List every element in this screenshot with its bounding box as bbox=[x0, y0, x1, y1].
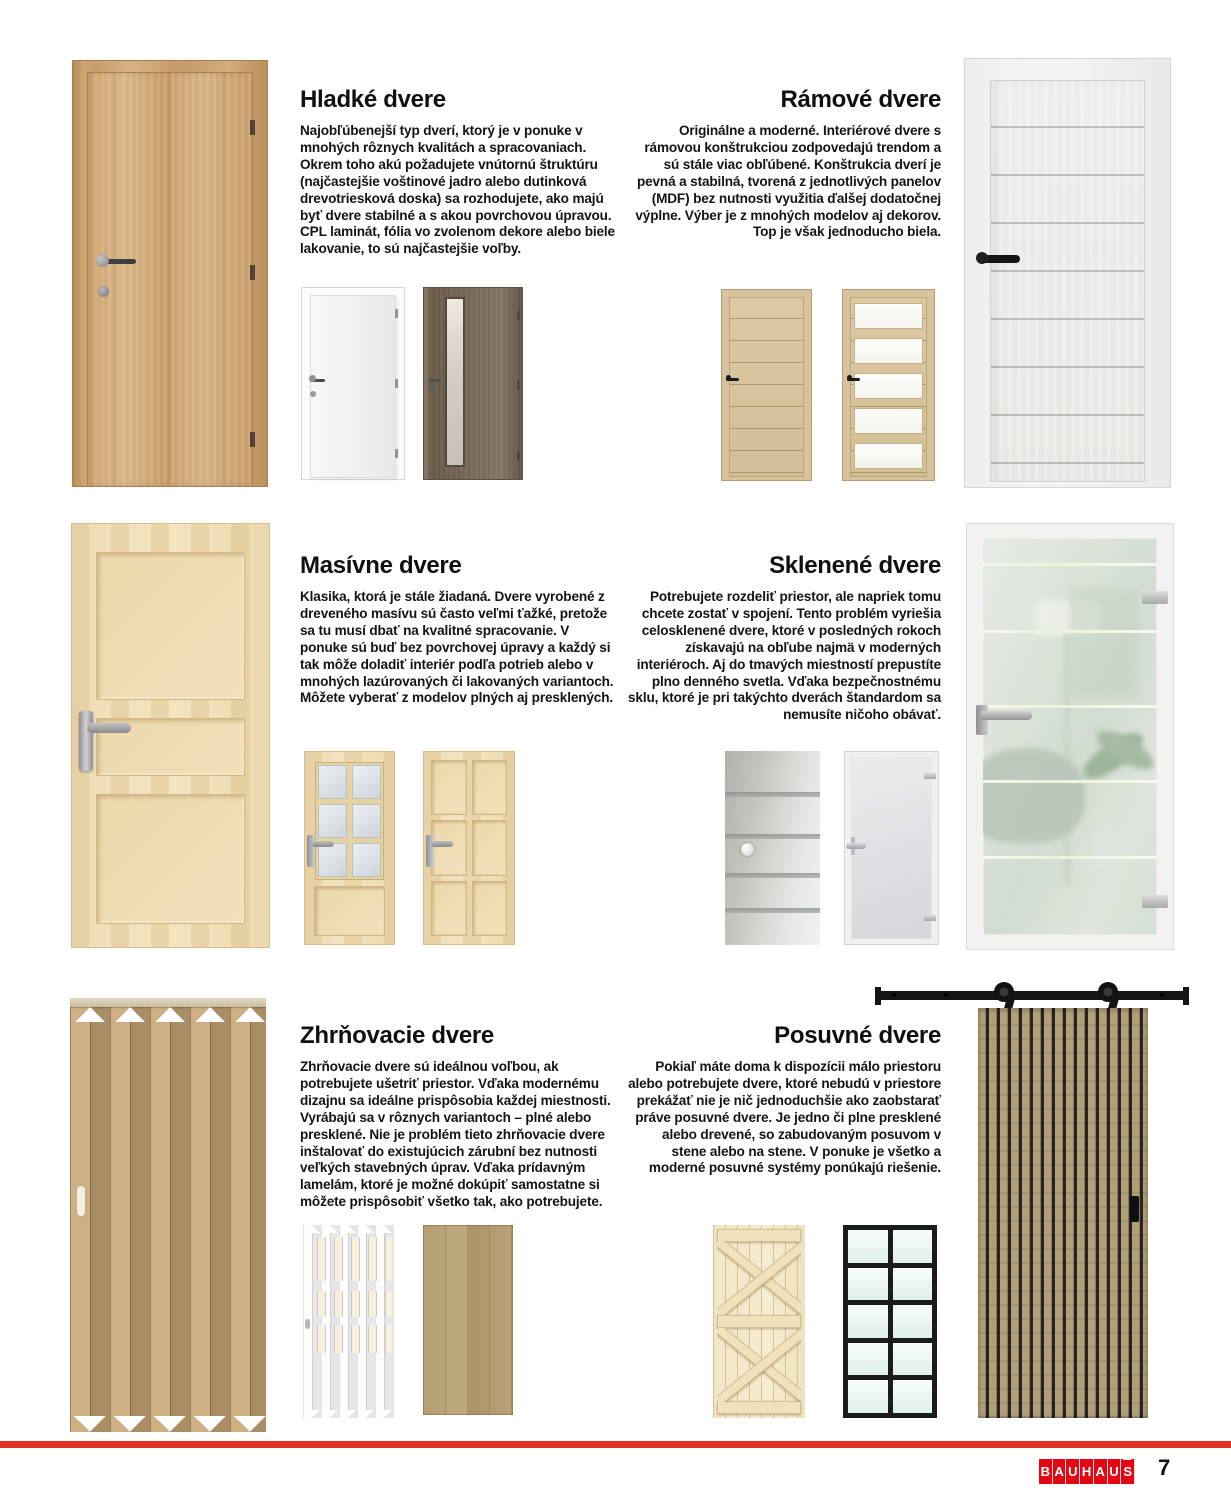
section-title-sklenene: Sklenené dvere bbox=[769, 552, 941, 579]
door-handle bbox=[980, 711, 1032, 720]
door-hinge bbox=[517, 451, 520, 460]
door-panel bbox=[97, 553, 244, 699]
thumb-door-beige bbox=[721, 289, 812, 481]
handle-plate bbox=[79, 711, 93, 771]
door-panel bbox=[315, 887, 384, 935]
glass-stripe bbox=[725, 908, 820, 913]
window-row bbox=[317, 1325, 392, 1353]
footer-red-bar bbox=[0, 1441, 1231, 1448]
chair-silhouette bbox=[983, 748, 1085, 843]
door-handle bbox=[87, 723, 131, 733]
door-photo-hladke-large bbox=[72, 60, 268, 487]
glass-pane bbox=[854, 443, 923, 469]
barn-rail bbox=[717, 1401, 801, 1414]
section-zhrnovacie bbox=[300, 1022, 630, 1211]
door-panel bbox=[432, 882, 466, 935]
handle-rosette bbox=[976, 252, 988, 264]
door-handle bbox=[305, 1319, 310, 1329]
glass-pane bbox=[854, 338, 923, 364]
thumb-door-steel-glass bbox=[843, 1225, 937, 1418]
door-leaf bbox=[310, 295, 396, 478]
handle-rosette bbox=[726, 375, 731, 380]
door-hinge bbox=[1142, 591, 1168, 604]
section-title-hladke: Hladké dvere bbox=[300, 86, 446, 113]
door-panel bbox=[473, 761, 507, 814]
door-handle bbox=[312, 841, 334, 847]
thumb-door-pine-paneled bbox=[423, 751, 515, 945]
rail-bolt bbox=[892, 993, 896, 997]
rail-end-cap bbox=[1183, 987, 1189, 1005]
door-leaf bbox=[729, 297, 804, 477]
thumb-door-barn bbox=[713, 1225, 805, 1418]
fold-notches bbox=[303, 1410, 398, 1418]
section-masivne bbox=[300, 552, 620, 707]
panel-grid bbox=[432, 761, 506, 935]
door-hinge bbox=[250, 432, 255, 447]
glass-stripe bbox=[725, 834, 820, 839]
keyhole bbox=[310, 391, 316, 397]
glass-leaf bbox=[983, 538, 1157, 935]
handle-plate bbox=[426, 835, 434, 867]
glass-pane bbox=[854, 303, 923, 329]
glass-pane bbox=[352, 843, 381, 877]
thumb-door-glass-framed bbox=[844, 751, 939, 945]
glass-pane bbox=[352, 765, 381, 799]
barn-rail bbox=[717, 1315, 801, 1328]
door-panel bbox=[473, 821, 507, 874]
glass-pane bbox=[318, 843, 347, 877]
logo-letter: U bbox=[1066, 1459, 1080, 1484]
window-row bbox=[317, 1291, 392, 1317]
door-hinge bbox=[250, 120, 255, 135]
logo-letter: A bbox=[1053, 1459, 1067, 1484]
bauhaus-logo bbox=[1039, 1459, 1135, 1484]
thumb-door-white bbox=[301, 287, 405, 480]
section-body-zhrnovacie: Zhrňovacie dvere sú ideálnou voľbou, ak potrebujete ušetriť priestor. Vďaka modernému dizajnu sa ideálne prispôsobia každej miestnosti. Vyrábajú sa v rôznych variantoch – plné alebo presklené. Nie je problém tieto zhrňovacie dvere inštalovať do existujúcich zárubní bez nutnosti veľkých stavebných úprav. Vďaka prídavným lamelám, ktoré je možné dokúpiť samostatne si môžete prispôsobiť všetko tak, ako potrebujete. bbox=[300, 1059, 611, 1210]
glass-grid bbox=[843, 1225, 937, 1418]
door-handle bbox=[431, 841, 453, 847]
thumb-door-glass-striped bbox=[725, 751, 820, 945]
door-panel bbox=[432, 821, 466, 874]
glass-stripe bbox=[725, 792, 820, 797]
section-body-masivne: Klasika, ktorá je stále žiadaná. Dvere vyrobené z dreveného masívu sú často veľmi ťažké, pretože sa tu musí dbať na kvalitné spracovanie. V ponuke sú buď bez povrchovej úpravy a každý si tak môže doladiť interiér podľa potrieb alebo v mnohých lazúrovaných či lakovaných variantoch. Môžete vyberať z modelov plných aj presklených. bbox=[300, 589, 614, 706]
glass-stripe bbox=[983, 856, 1157, 859]
thumb-door-beige-glazed bbox=[842, 289, 935, 481]
section-sklenene bbox=[627, 552, 941, 724]
glass-grid bbox=[315, 762, 384, 880]
door-leaf bbox=[990, 80, 1145, 482]
folding-track bbox=[70, 998, 266, 1007]
glass-pane bbox=[848, 1230, 888, 1263]
door-panel bbox=[97, 795, 244, 923]
section-body-ramove: Originálne a moderné. Interiérové dvere s rámovou konštrukciou zodpovedajú trendom a sú stále viac obľúbené. Konštrukcia dverí je pevná a stabilná, tvorená z jednotlivých panelov (MDF) bez nutnosti využitia ďalšej dodatočnej výplne. Výber je z mnohých modelov aj dekorov. Top je však jednoducho biela. bbox=[635, 123, 941, 240]
sliding-rail bbox=[878, 991, 1186, 1000]
fold-notches bbox=[303, 1225, 398, 1233]
thumb-door-folding-white bbox=[303, 1225, 398, 1418]
door-hinge bbox=[395, 309, 398, 318]
wall-silhouette bbox=[1069, 588, 1139, 698]
fold-notches bbox=[70, 1416, 266, 1432]
section-posuvne bbox=[627, 1022, 941, 1177]
window-row bbox=[317, 1237, 392, 1281]
section-body-sklenene: Potrebujete rozdeliť priestor, ale napriek tomu chcete zostať v spojení. Tento problém vyriešia celosklenené dvere, ktoré v posledných rokoch získavajú na obľube najmä v moderných interiéroch. Aj do tmavých miestností prepustíte plno denného svetla. Vďaka bezpečnostnému sklu, ktoré je pri takýchto dverách štandardom sa nemusíte ničoho obávať. bbox=[628, 589, 941, 723]
glass-pane bbox=[854, 373, 923, 399]
glass-pane bbox=[893, 1230, 933, 1263]
glass-pane bbox=[893, 1380, 933, 1413]
door-panel bbox=[473, 882, 507, 935]
door-handle bbox=[77, 1186, 85, 1216]
door-photo-posuvne-large bbox=[978, 1008, 1148, 1418]
glass-strip bbox=[447, 299, 463, 465]
door-hinge bbox=[517, 381, 520, 390]
thumb-door-dark-glass bbox=[423, 287, 523, 480]
door-photo-sklenene-large bbox=[966, 523, 1174, 950]
keyhole bbox=[98, 286, 109, 297]
page-number: 7 bbox=[1158, 1455, 1171, 1480]
logo-letter: U bbox=[1108, 1459, 1122, 1484]
thumb-door-folding-wood bbox=[423, 1225, 513, 1415]
section-body-posuvne: Pokiaľ máte doma k dispozícii málo priestoru alebo potrebujete dvere, ktoré nebudú v priestore prekážať nie je nič jednoduchšie ako zaobstarať práve posuvné dvere. Je jedno či plne presklené alebo drevené, so zabudovaným posuvom v stene alebo na stene. V ponuke je všetko a moderné posuvné systémy ponúkajú riešenie. bbox=[628, 1059, 941, 1176]
glass-stripe bbox=[983, 630, 1157, 633]
logo-letter: S bbox=[1121, 1459, 1135, 1484]
logo-letter: B bbox=[1039, 1459, 1053, 1484]
x-brace bbox=[717, 1241, 801, 1315]
section-title-masivne: Masívne dvere bbox=[300, 552, 462, 579]
rail-bolt bbox=[944, 993, 948, 997]
fold-notches bbox=[70, 1007, 266, 1022]
handle-plate bbox=[307, 835, 315, 867]
glass-stripe bbox=[983, 705, 1157, 708]
door-hinge bbox=[924, 773, 936, 779]
rail-bolt bbox=[1160, 993, 1164, 997]
door-hinge bbox=[250, 265, 255, 280]
door-photo-zhrnovacie-large bbox=[70, 998, 266, 1432]
glass-pane bbox=[318, 804, 347, 838]
door-hinge bbox=[1142, 895, 1168, 908]
thumb-door-pine-glazed bbox=[304, 751, 395, 945]
glass-stripe bbox=[725, 873, 820, 878]
vase-silhouette bbox=[1091, 828, 1117, 870]
door-handle bbox=[1130, 1196, 1139, 1222]
section-ramove bbox=[627, 86, 941, 241]
door-panel bbox=[432, 761, 466, 814]
door-hinge bbox=[395, 379, 398, 388]
glass-pane bbox=[893, 1305, 933, 1338]
handle-rosette bbox=[429, 385, 436, 392]
door-photo-ramove-large bbox=[964, 58, 1171, 488]
door-leaf bbox=[87, 72, 253, 487]
door-hinge bbox=[924, 915, 936, 921]
handle-rosette bbox=[96, 254, 109, 267]
rail-end-cap bbox=[875, 987, 881, 1005]
glass-pane bbox=[848, 1343, 888, 1376]
door-handle bbox=[846, 843, 866, 849]
handle-rosette bbox=[847, 375, 852, 380]
glass-panes bbox=[854, 303, 923, 469]
glass-stripe bbox=[983, 563, 1157, 566]
section-title-ramove: Rámové dvere bbox=[780, 86, 941, 113]
glass-pane bbox=[854, 408, 923, 434]
section-title-zhrnovacie: Zhrňovacie dvere bbox=[300, 1022, 494, 1049]
glass-pane bbox=[893, 1343, 933, 1376]
glass-stripe bbox=[983, 780, 1157, 783]
glass-pane bbox=[848, 1380, 888, 1413]
glass-pane bbox=[318, 765, 347, 799]
section-title-posuvne: Posuvné dvere bbox=[774, 1022, 941, 1049]
handle-rosette bbox=[309, 375, 316, 382]
glass-pane bbox=[352, 804, 381, 838]
door-knob bbox=[741, 843, 754, 856]
glass-pane bbox=[848, 1268, 888, 1301]
x-brace bbox=[717, 1328, 801, 1402]
door-photo-masivne-large bbox=[71, 523, 270, 948]
section-hladke bbox=[300, 86, 620, 258]
logo-letter: A bbox=[1094, 1459, 1108, 1484]
handle-plate bbox=[976, 705, 988, 735]
door-hinge bbox=[395, 449, 398, 458]
logo-letter: H bbox=[1080, 1459, 1094, 1484]
section-body-hladke: Najobľúbenejší typ dverí, ktorý je v ponuke v mnohých rôznych kvalitách a spracovaniach. Okrem toho akú požadujete vnútornú štruktúru (najčastejšie voštinové jadro alebo dutinková drevotriesková doska) sa rozhodujete, ako majú byť dvere stabilné a s akou povrchovou úpravou. CPL laminát, fólia vo zvolenom dekore alebo biele lakovanie, to sú najčastejšie voľby. bbox=[300, 123, 615, 257]
glass-pane bbox=[893, 1268, 933, 1301]
glass-pane bbox=[848, 1305, 888, 1338]
door-handle bbox=[429, 379, 441, 382]
door-hinge bbox=[517, 311, 520, 320]
